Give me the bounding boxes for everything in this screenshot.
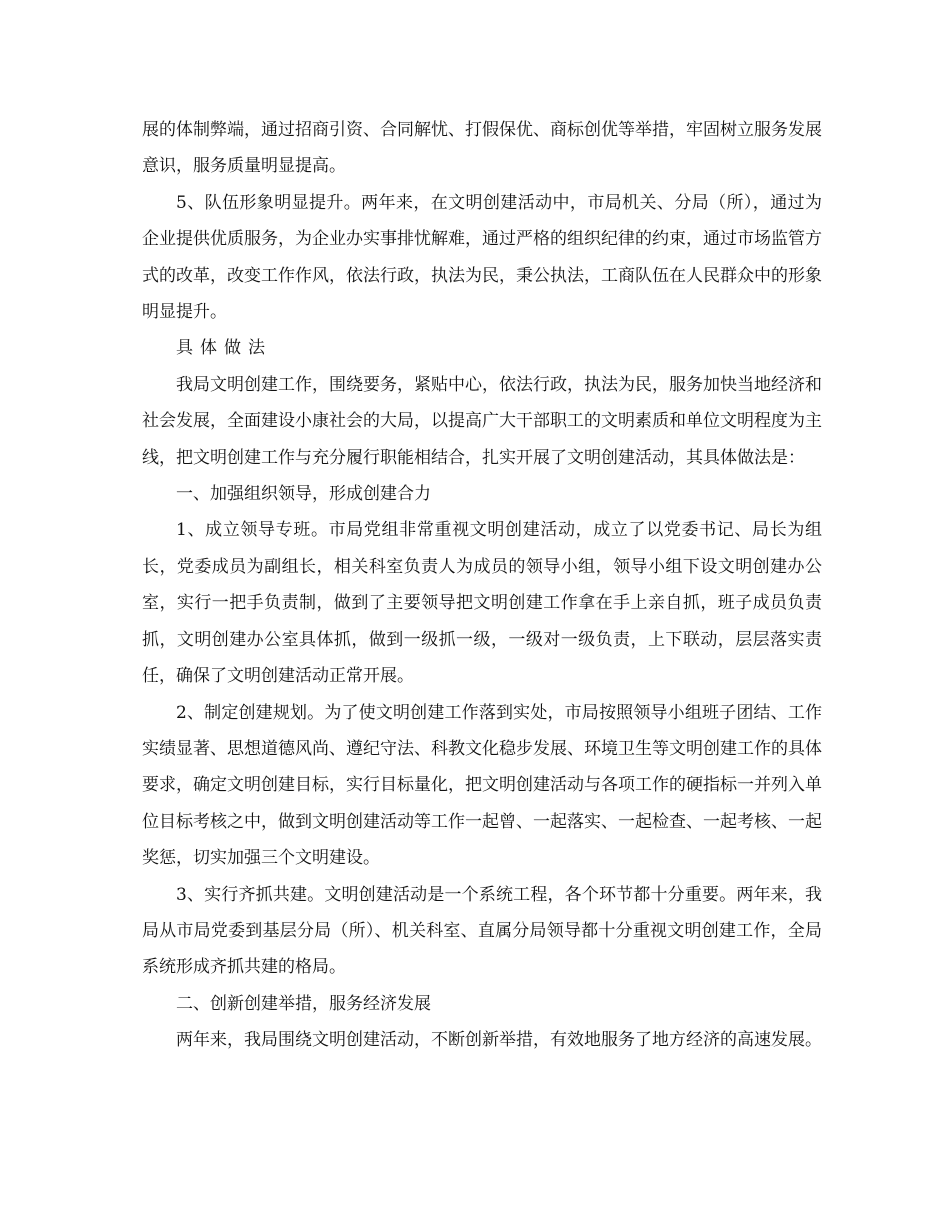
heading-strengthen-leadership: 一、加强组织领导，形成创建合力 <box>176 484 431 505</box>
paragraph-continuation: 展的体制弊端，通过招商引资、合同解忧、打假保优、商标创优等举措，牢固树立服务发展意识，服务质量明显提高。 <box>142 120 822 177</box>
paragraph-leadership-team: 1、成立领导专班。市局党组非常重视文明创建活动，成立了以党委书记、局长为组长，党委成员为副组长，相关科室负责人为成员的领导小组，领导小组下设文明创建办公室，实行一把手负责制，做到了主要领导把文明创建工作拿在手上亲自抓，班子成员负责抓，文明创建办公室具体抓，做到一级抓一级，一级对一级负责，上下联动，层层落实责任，确保了文明创建活动正常开展。 <box>142 520 822 687</box>
paragraph-intro: 我局文明创建工作，围绕要务，紧贴中心，依法行政，执法为民，服务加快当地经济和社会发展，全面建设小康社会的大局，以提高广大干部职工的文明素质和单位文明程度为主线，把文明创建工作与充分履行职能相结合，扎实开展了文明创建活动，其具体做法是： <box>142 374 822 468</box>
paragraph-economic-service: 两年来，我局围绕文明创建活动，不断创新举措，有效地服务了地方经济的高速发展。 <box>176 1030 822 1051</box>
paragraph-team-image: 5、队伍形象明显提升。两年来，在文明创建活动中，市局机关、分局（所），通过为企业提供优质服务，为企业办实事排忧解难，通过严格的组织纪律的约束，通过市场监管方式的改革，改变工作作风，依法行政，执法为民，秉公执法，工商队伍在人民群众中的形象明显提升。 <box>142 192 822 323</box>
paragraph-joint-effort: 3、实行齐抓共建。文明创建活动是一个系统工程，各个环节都十分重要。两年来，我局从市局党委到基层分局（所）、机关科室、直属分局领导都十分重视文明创建工作，全局系统形成齐抓共建的格局。 <box>142 884 822 978</box>
document-body <box>142 112 822 1059</box>
paragraph-plan: 2、制定创建规划。为了使文明创建工作落到实处，市局按照领导小组班子团结、工作实绩显著、思想道德风尚、遵纪守法、科教文化稳步发展、环境卫生等文明创建工作的具体要求，确定文明创建目标，实行目标量化，把文明创建活动与各项工作的硬指标一并列入单位目标考核之中，做到文明创建活动等工作一起曾、一起落实、一起检查、一起考核、一起奖惩，切实加强三个文明建设。 <box>142 702 822 869</box>
heading-innovate-measures: 二、创新创建举措，服务经济发展 <box>176 993 431 1014</box>
section-heading-specific-methods: 具体做法 <box>176 338 272 359</box>
